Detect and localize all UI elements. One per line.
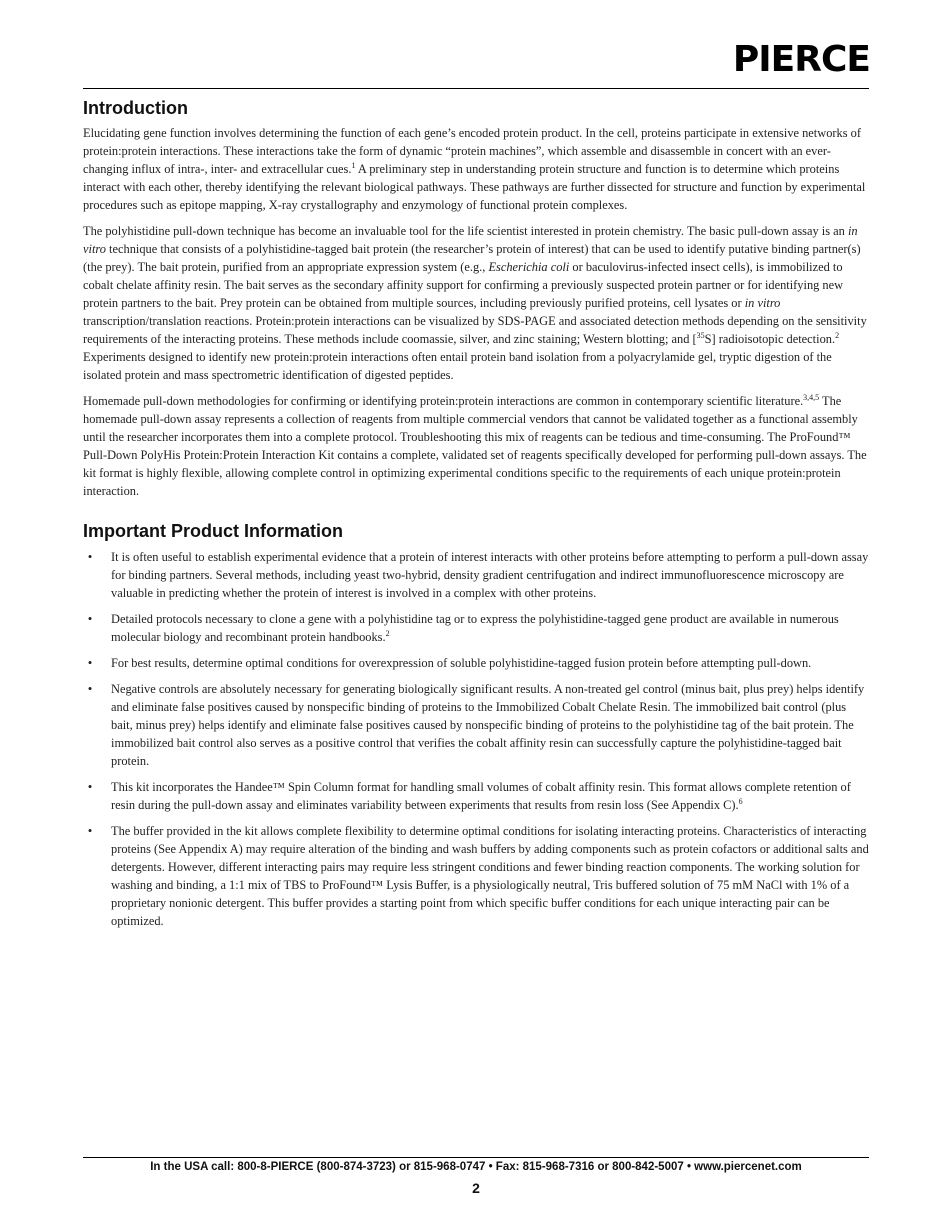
- footer-contact: In the USA call: 800-8-PIERCE (800-874-3723) or 815-968-0747 • Fax: 815-968-7316 or 800-842-5007 • www.piercenet.com: [150, 1161, 802, 1173]
- citation-ref: 1: [351, 160, 356, 170]
- intro-p1-text-a: Elucidating gene function involves determining the function of each gene’s encoded protein product. In the cell, proteins participate in extensive networks of protein:protein interactions. These interactions take the form of dynamic “protein machines”, which assemble and disassemble in concert with an ever-changing influx of intra-, inter- and extracellular cues.: [83, 126, 861, 176]
- intro-p1-text-b: A preliminary step in understanding protein structure and function is to determine which proteins interact with each other, thereby identifying the relevant biological pathways. These pathways are further dissected for structure and function by experimental procedures such as epitope mapping, X-ray crystallography and enzymology of functional protein complexes.: [83, 162, 866, 212]
- intro-p3-text-b: The homemade pull-down assay represents a collection of reagents from multiple commercial vendors that cannot be validated together as a functional assembly until the researcher incorporates them into a complete protocol. Troubleshooting this mix of reagents can be tedious and time-consuming. The ProFound™ Pull-Down PolyHis Protein:Protein Interaction Kit contains a complete, validated set of reagents specifically developed for performing pull-down assays. The kit format is highly flexible, allowing complete control in optimizing experimental conditions specific to the requirements of each unique protein:protein interaction.: [83, 394, 867, 498]
- list-item: [83, 680, 869, 770]
- header-divider: [83, 88, 869, 89]
- italic-term: Escherichia coli: [488, 260, 570, 274]
- citation-ref: 6: [738, 796, 743, 806]
- list-item-text: Detailed protocols necessary to clone a gene with a polyhistidine tag or to express the polyhistidine-tagged gene product are available in numerous molecular biology and recombinant protein handbooks.: [111, 612, 839, 644]
- intro-p2-text-c: or baculovirus-infected insect cells), is immobilized to cobalt chelate affinity resin. The bait serves as the secondary affinity support for confirming a previously suspected protein partner or for identifying new protein partners to the bait. Prey protein can be obtained from multiple sources, including previously purified proteins, cell lysates or: [83, 260, 844, 310]
- page-number: 2: [472, 1180, 480, 1196]
- bullet-icon: •: [87, 823, 93, 838]
- pierce-logo: PIERCE: [732, 39, 870, 80]
- list-item-text: Negative controls are absolutely necessary for generating biologically significant results. A non-treated gel control (minus bait, plus prey) helps identify and eliminate false positives caused by nonspecific binding of proteins to the Immobilized Cobalt Chelate Resin. The immobilized bait control (plus bait, minus prey) helps identify and eliminate false positives caused by nonspecific binding of proteins to the polyhistidine tag of the bait protein. The immobilized bait control also serves as a positive control that verifies the cobalt affinity resin can successfully capture the polyhistidine-tagged bait protein.: [111, 682, 865, 768]
- list-item: [83, 654, 869, 672]
- isotope-superscript: 35: [696, 330, 705, 340]
- citation-ref: 2: [835, 330, 840, 340]
- list-item: [83, 548, 869, 602]
- intro-p2-text-a: The polyhistidine pull-down technique has become an invaluable tool for the life scientist interested in protein chemistry. The basic pull-down assay is an: [83, 224, 848, 238]
- list-item-text: It is often useful to establish experimental evidence that a protein of interest interacts with other proteins before attempting to perform a pull-down assay for binding partners. Several methods, including yeast two-hybrid, density gradient centrifugation and indirect immunofluorescence microscopy are valuable in predicting whether the protein of interest is involved in a complex with other proteins.: [111, 550, 869, 600]
- italic-term: in vitro: [744, 296, 781, 310]
- citation-ref: 2: [385, 628, 390, 638]
- bullet-icon: •: [87, 655, 93, 670]
- product-info-list: [83, 548, 869, 930]
- intro-paragraph-3: [83, 392, 869, 500]
- intro-p2-text-f: Experiments designed to identify new protein:protein interactions often entail protein band isolation from a polyacrylamide gel, tryptic digestion of the isolated protein and mass spectrometric identification of digested peptides.: [83, 350, 832, 382]
- list-item-text: The buffer provided in the kit allows complete flexibility to determine optimal conditions for isolating interacting proteins. Characteristics of interacting proteins (See Appendix A) may require alteration of the binding and wash buffers by adding components such as protein cofactors or additional salts and detergents. However, different interacting pairs may require less stringent conditions and fewer binding reaction components. The working solution for washing and binding, a 1:1 mix of TBS to ProFound™ Lysis Buffer, is a physiologically neutral, Tris buffered solution of 75 mM NaCl with 1% of a proprietary nonionic detergent. This buffer provides a starting point from which specific buffer conditions for each unique interacting pair can be optimized.: [111, 824, 869, 928]
- bullet-icon: •: [87, 549, 93, 564]
- list-item-text: This kit incorporates the Handee™ Spin Column format for handling small volumes of cobalt affinity resin. This format allows complete retention of resin during the pull-down assay and eliminates variability between experiments that results from resin loss (See Appendix C).: [111, 780, 851, 812]
- bullet-icon: •: [87, 611, 93, 626]
- intro-paragraph-2: [83, 222, 869, 384]
- intro-p2-text-e: S] radioisotopic detection.: [704, 332, 836, 346]
- footer-divider: [83, 1157, 869, 1158]
- list-item-text: For best results, determine optimal conditions for overexpression of soluble polyhistidine-tagged fusion protein before attempting pull-down.: [111, 656, 812, 670]
- list-item: [83, 822, 869, 930]
- product-info-heading: Important Product Information: [83, 521, 343, 541]
- intro-p3-text-a: Homemade pull-down methodologies for confirming or identifying protein:protein interactions are common in contemporary scientific literature.: [83, 394, 804, 408]
- intro-paragraph-1: [83, 124, 869, 214]
- list-item: [83, 778, 869, 814]
- intro-p2-text-b: technique that consists of a polyhistidine-tagged bait protein (the researcher’s protein of interest) that can be used to identify putative binding partner(s) (the prey). The bait protein, purified from an appropriate expression system (e.g.,: [83, 242, 861, 274]
- list-item: [83, 610, 869, 646]
- bullet-icon: •: [87, 681, 93, 696]
- page-content: [83, 97, 869, 938]
- introduction-heading: Introduction: [83, 98, 188, 118]
- intro-p2-text-d: transcription/translation reactions. Protein:protein interactions can be visualized by SDS-PAGE and associated detection methods depending on the sensitivity requirements of the interacting proteins. These methods include coomassie, silver, and zinc staining; Western blotting; and [: [83, 314, 867, 346]
- bullet-icon: •: [87, 779, 93, 794]
- italic-term: in vitro: [83, 224, 858, 256]
- citation-ref: 3,4,5: [803, 392, 820, 402]
